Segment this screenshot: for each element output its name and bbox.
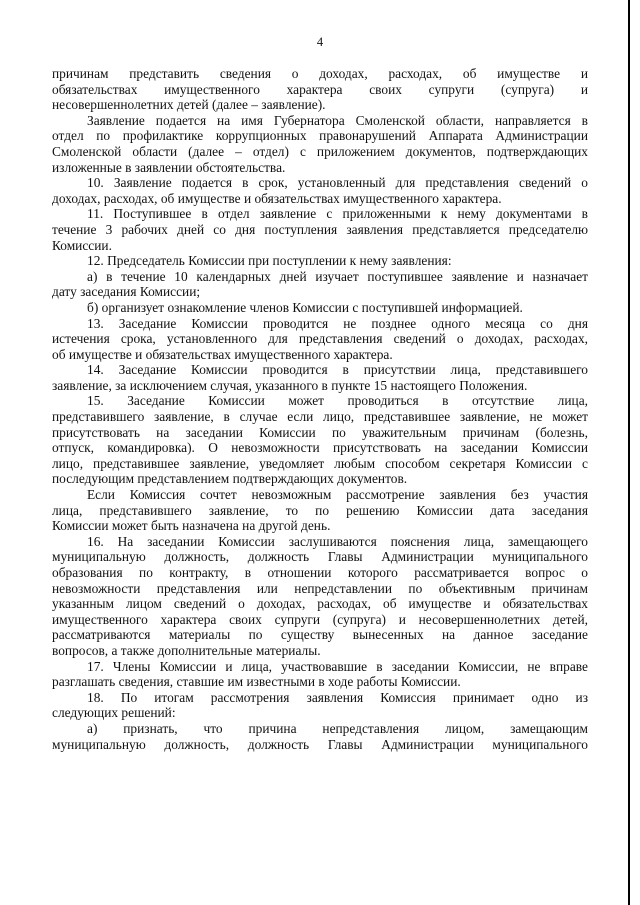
text-line: изложенные в заявлении обстоятельства. bbox=[52, 159, 286, 175]
text-line: отдел по профилактике коррупционных правонарушений Аппарата Администрации bbox=[52, 128, 588, 144]
scan-edge-line bbox=[628, 0, 630, 905]
text-line: следующих решений: bbox=[52, 705, 176, 721]
text-line: лица, представившего заявление, то по решению Комиссии дата заседания bbox=[52, 502, 588, 518]
text-line: образования по контракту, в отношении которого рассматривается вопрос о bbox=[52, 565, 588, 580]
text-line: 17. Члены Комиссии и лица, участвовавшие в заседании Комиссии, не вправе bbox=[87, 658, 588, 674]
text-line: 15. Заседание Комиссии может проводиться в отсутствие лица, bbox=[87, 393, 588, 409]
text-line: истечения срока, установленного для представления сведений о доходах, расходах, bbox=[52, 331, 588, 347]
text-line: последующим представлением подтверждающих документов. bbox=[52, 471, 408, 487]
text-line: а) признать, что причина непредставления лицом, замещающим bbox=[87, 720, 588, 736]
text-line: лицо, представившее заявление, уведомляет любым способом секретаря Комиссии с bbox=[52, 455, 588, 471]
text-line: муниципальную должность, должность Главы Администрации муниципального bbox=[52, 736, 588, 752]
text-line: рассматриваются материалы по существу вынесенных на данное заседание bbox=[52, 627, 588, 643]
text-line: Если Комиссия сочтет невозможным рассмотрение заявления без участия bbox=[87, 487, 588, 503]
text-line: муниципальную должность, должность Главы Администрации муниципального bbox=[52, 549, 588, 565]
text-line: заявление, за исключением случая, указанного в пункте 15 настоящего Положения. bbox=[52, 377, 528, 393]
text-line: 16. На заседании Комиссии заслушиваются пояснения лица, замещающего bbox=[87, 533, 588, 549]
text-line: 10. Заявление подается в срок, установленный для представления сведений о bbox=[87, 175, 588, 191]
text-line: отпуск, командировка). О невозможности присутствовать на заседании Комиссии bbox=[52, 440, 588, 456]
text-line: а) в течение 10 календарных дней изучает поступившее заявление и назначает bbox=[87, 268, 588, 284]
text-line: течение 3 рабочих дней со дня поступления заявления представляется председателю bbox=[52, 221, 588, 237]
text-line: Смоленской области (далее – отдел) с приложением документов, подтверждающих bbox=[52, 143, 588, 159]
text-line: присутствовать на заседании Комиссии по уважительным причинам (болезнь, bbox=[52, 424, 588, 440]
text-line: 18. По итогам рассмотрения заявления Комиссия принимает одно из bbox=[87, 689, 588, 705]
document-body bbox=[52, 66, 588, 752]
text-line: 12. Председатель Комиссии при поступлении к нему заявления: bbox=[87, 253, 452, 269]
text-line: Комиссии. bbox=[52, 237, 112, 253]
text-line: вопросов, а также дополнительные материалы. bbox=[52, 642, 321, 658]
text-line: представившего заявление, в случае если лицо, представившее заявление, не может bbox=[52, 409, 588, 425]
text-line: указанным лицом сведений о доходах, расходах, об имуществе и обязательствах bbox=[52, 596, 588, 612]
text-line: обязательствах имущественного характера своих супруги (супруга) и bbox=[52, 81, 588, 97]
text-line: об имуществе и обязательствах имущественного характера. bbox=[52, 346, 393, 362]
text-line: б) организует ознакомление членов Комиссии с поступившей информацией. bbox=[87, 299, 523, 315]
text-line: 13. Заседание Комиссии проводится не позднее одного месяца со дня bbox=[87, 315, 588, 331]
text-line: Комиссии может быть назначена на другой день. bbox=[52, 518, 331, 534]
text-line: Заявление подается на имя Губернатора Смоленской области, направляется в bbox=[87, 112, 588, 128]
text-line: разглашать сведения, ставшие им известными в ходе работы Комиссии. bbox=[52, 674, 461, 690]
text-line: 14. Заседание Комиссии проводится в присутствии лица, представившего bbox=[87, 362, 588, 378]
text-line: несовершеннолетних детей (далее – заявление). bbox=[52, 97, 326, 113]
text-line: дату заседания Комиссии; bbox=[52, 284, 201, 300]
page-number: 4 bbox=[316, 35, 324, 49]
text-line: причинам представить сведения о доходах, расходах, об имуществе и bbox=[52, 66, 588, 81]
text-line: доходах, расходах, об имуществе и обязательствах имущественного характера. bbox=[52, 190, 502, 206]
text-line: 11. Поступившее в отдел заявление с приложенными к нему документами в bbox=[87, 206, 588, 222]
text-line: имущественного характера своих супруги (супруга) и несовершеннолетних детей, bbox=[52, 611, 588, 627]
text-line: невозможности представления или непредставлении по объективным причинам bbox=[52, 580, 588, 596]
